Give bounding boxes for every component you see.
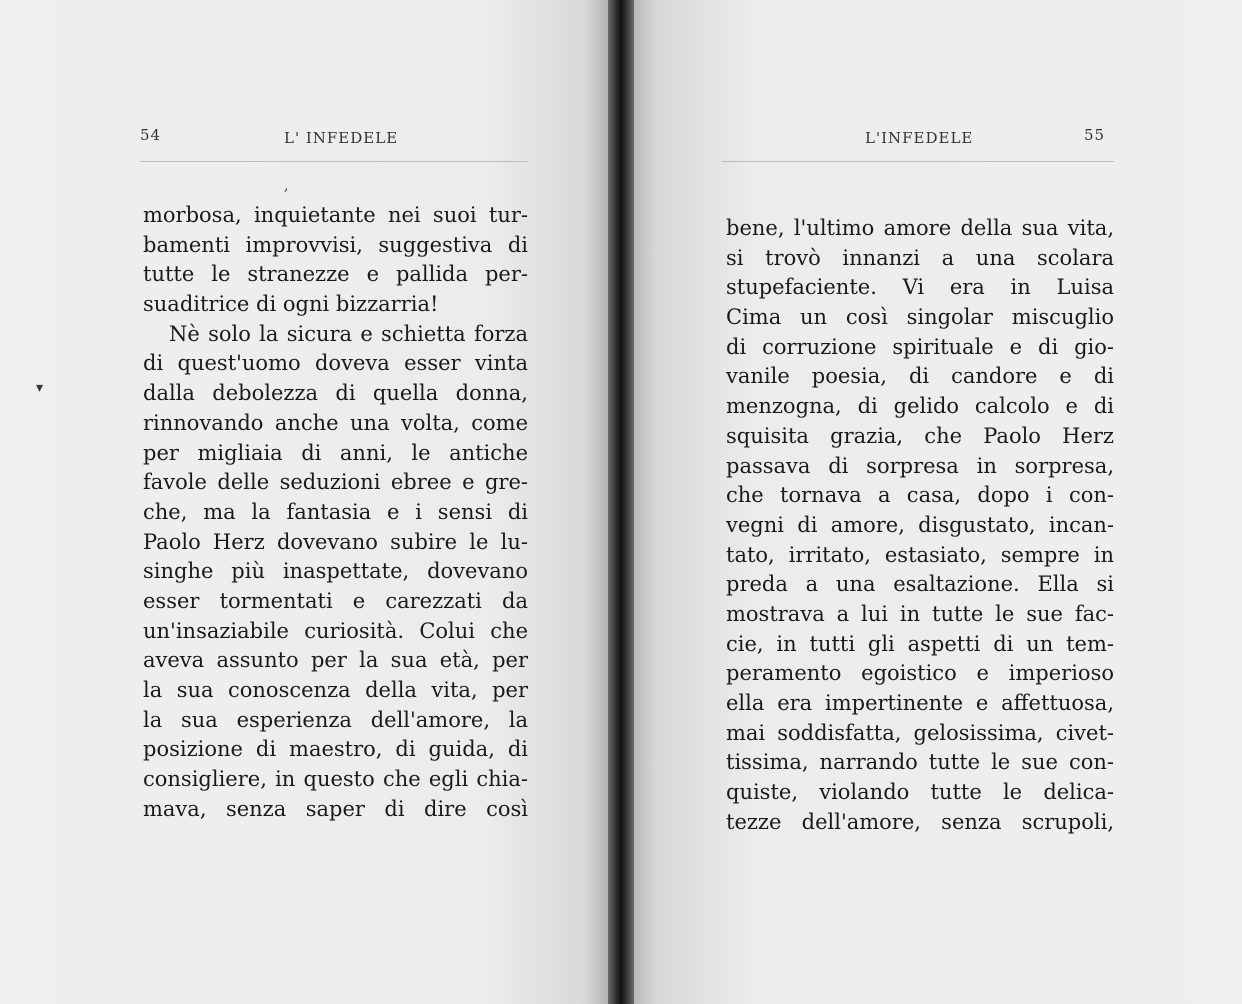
text-line: esser tormentati e carezzati da <box>143 588 528 613</box>
text-line: un'insaziabile curiosità. Colui che <box>143 618 528 643</box>
left-header-rule <box>140 161 528 162</box>
text-line: passava di sorpresa in sorpresa, <box>726 453 1114 478</box>
text-line: Nè solo la sicura e schietta forza <box>169 321 528 346</box>
text-line: vanile poesia, di candore e di <box>726 364 1114 389</box>
text-line: mostrava a lui in tutte le sue fac- <box>726 601 1114 626</box>
text-line: stupefaciente. Vi era in Luisa <box>726 275 1114 300</box>
text-line: tissima, narrando tutte le sue con- <box>726 750 1114 775</box>
text-line: di quest'uomo doveva esser vinta <box>143 351 528 376</box>
left-page-number: 54 <box>140 126 162 144</box>
right-running-title: L'INFEDELE <box>865 129 974 147</box>
text-line: posizione di maestro, di guida, di <box>143 737 528 762</box>
left-page-text <box>143 201 528 824</box>
text-line: preda a una esaltazione. Ella si <box>726 572 1114 597</box>
right-page-text <box>726 214 1114 837</box>
text-line: ella era impertinente e affettuosa, <box>726 691 1114 715</box>
text-line: favole delle seduzioni ebree e gre- <box>143 470 528 495</box>
text-line: cie, in tutti gli aspetti di un tem- <box>726 631 1114 656</box>
text-line: tezze dell'amore, senza scrupoli, <box>726 809 1114 834</box>
book-gutter <box>608 0 634 1004</box>
text-line: singhe più inaspettate, dovevano <box>143 559 528 584</box>
text-line: tato, irritato, estasiato, sempre in <box>726 542 1114 567</box>
stray-mark: , <box>284 178 289 194</box>
text-line: bamenti improvvisi, suggestiva di <box>143 232 528 257</box>
right-header-rule <box>722 161 1114 162</box>
text-line: morbosa, inquietante nei suoi tur- <box>143 203 528 227</box>
left-running-title: L' INFEDELE <box>284 129 399 147</box>
text-line: di corruzione spirituale e di gio- <box>726 334 1114 359</box>
text-line: si trovò innanzi a una scolara <box>726 245 1114 270</box>
text-line: che, ma la fantasia e i sensi di <box>143 499 528 524</box>
text-line: consigliere, in questo che egli chia- <box>143 767 528 792</box>
text-line: peramento egoistico e imperioso <box>726 661 1114 686</box>
text-line: quiste, violando tutte le delica- <box>726 780 1114 805</box>
text-line: che tornava a casa, dopo i con- <box>726 483 1114 508</box>
text-line: Paolo Herz dovevano subire le lu- <box>143 529 528 554</box>
text-line: rinnovando anche una volta, come <box>143 410 528 435</box>
text-line: tutte le stranezze e pallida per- <box>143 262 528 287</box>
text-line: dalla debolezza di quella donna, <box>143 381 528 406</box>
text-line: la sua conoscenza della vita, per <box>143 678 528 702</box>
text-line: squisita grazia, che Paolo Herz <box>726 423 1114 448</box>
text-line: bene, l'ultimo amore della sua vita, <box>726 216 1114 240</box>
text-line: menzogna, di gelido calcolo e di <box>726 394 1114 419</box>
text-line: mai soddisfatta, gelosissima, civet- <box>726 720 1114 745</box>
text-line: per migliaia di anni, le antiche <box>143 440 528 465</box>
right-page-number: 55 <box>1084 126 1106 144</box>
text-line: aveva assunto per la sua età, per <box>143 648 528 673</box>
text-line: mava, senza saper di dire così <box>143 796 528 821</box>
text-line: suaditrice di ogni bizzarria! <box>143 292 439 317</box>
text-line: la sua esperienza dell'amore, la <box>143 707 528 732</box>
text-line: vegni di amore, disgustato, incan- <box>726 512 1114 537</box>
text-line: Cima un così singolar miscuglio <box>726 305 1114 330</box>
stray-mark: ▾ <box>36 380 44 396</box>
